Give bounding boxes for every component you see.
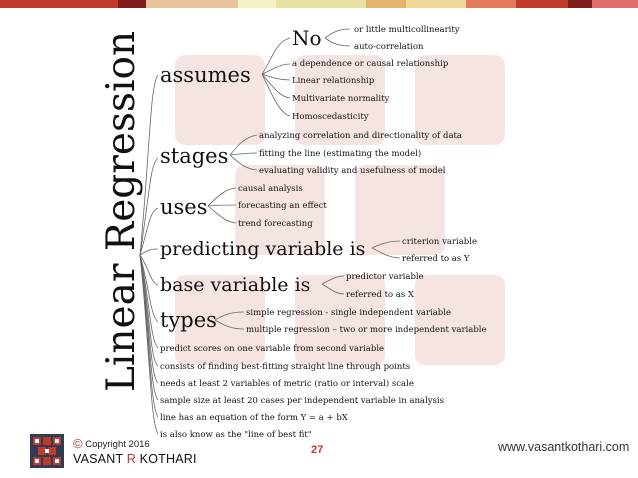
copyright-symbol: © <box>73 436 83 451</box>
types-item-1: simple regression - single independent variable <box>246 308 452 318</box>
vk-logo-icon <box>30 434 64 468</box>
root-title: Linear Regression <box>99 30 144 392</box>
website-link[interactable]: www.vasantkothari.com <box>498 440 630 454</box>
assumes-no-item-2: auto-correlation <box>354 42 424 52</box>
predicting-item-2: referred to as Y <box>402 254 470 264</box>
assumes-item-1: a dependence or causal relationship <box>292 59 449 69</box>
branch-stages: stages <box>160 144 229 168</box>
branch-predicting: predicting variable is <box>160 238 366 260</box>
uses-item-1: causal analysis <box>238 184 303 194</box>
branch-uses: uses <box>160 195 208 219</box>
assumes-item-2: Linear relationship <box>292 76 375 86</box>
copyright-text: Copyright 2016 <box>85 439 150 450</box>
copyright <box>73 436 150 451</box>
stages-item-1: analyzing correlation and directionality of data <box>259 131 462 141</box>
author-last: KOTHARI <box>139 452 197 466</box>
fact-item-2: consists of finding best-fitting straight line through points <box>160 362 411 372</box>
base-item-2: referred to as X <box>346 290 414 300</box>
author-middle: R <box>126 452 136 466</box>
branch-assumes: assumes <box>160 63 251 87</box>
fact-item-1: predict scores on one variable from second variable <box>160 344 385 354</box>
assumes-item-4: Homoscedasticity <box>292 112 369 122</box>
uses-item-3: trend forecasting <box>238 219 313 229</box>
types-item-2: multiple regression – two or more independent variable <box>246 325 487 335</box>
assumes-item-3: Multivariate normality <box>292 94 390 104</box>
assumes-no-item-1: or little multicollinearity <box>354 25 460 35</box>
author-first: VASANT <box>73 452 124 466</box>
fact-item-3: needs at least 2 variables of metric (ratio or interval) scale <box>160 379 414 389</box>
author-name <box>73 452 197 466</box>
page-number: 27 <box>311 444 324 456</box>
uses-item-2: forecasting an effect <box>238 201 327 211</box>
branch-types: types <box>160 308 217 332</box>
predicting-item-1: criterion variable <box>402 237 477 247</box>
stages-item-2: fitting the line (estimating the model) <box>259 149 422 159</box>
branch-base: base variable is <box>160 274 311 296</box>
assumes-no: No <box>292 26 322 50</box>
stages-item-3: evaluating validity and usefulness of model <box>259 166 446 176</box>
base-item-1: predictor variable <box>346 272 424 282</box>
fact-item-6: is also know as the "line of best fit" <box>160 430 312 440</box>
fact-item-5: line has an equation of the form Y = a + bX <box>160 413 348 423</box>
fact-item-4: sample size at least 20 cases per independent variable in analysis <box>160 396 444 406</box>
